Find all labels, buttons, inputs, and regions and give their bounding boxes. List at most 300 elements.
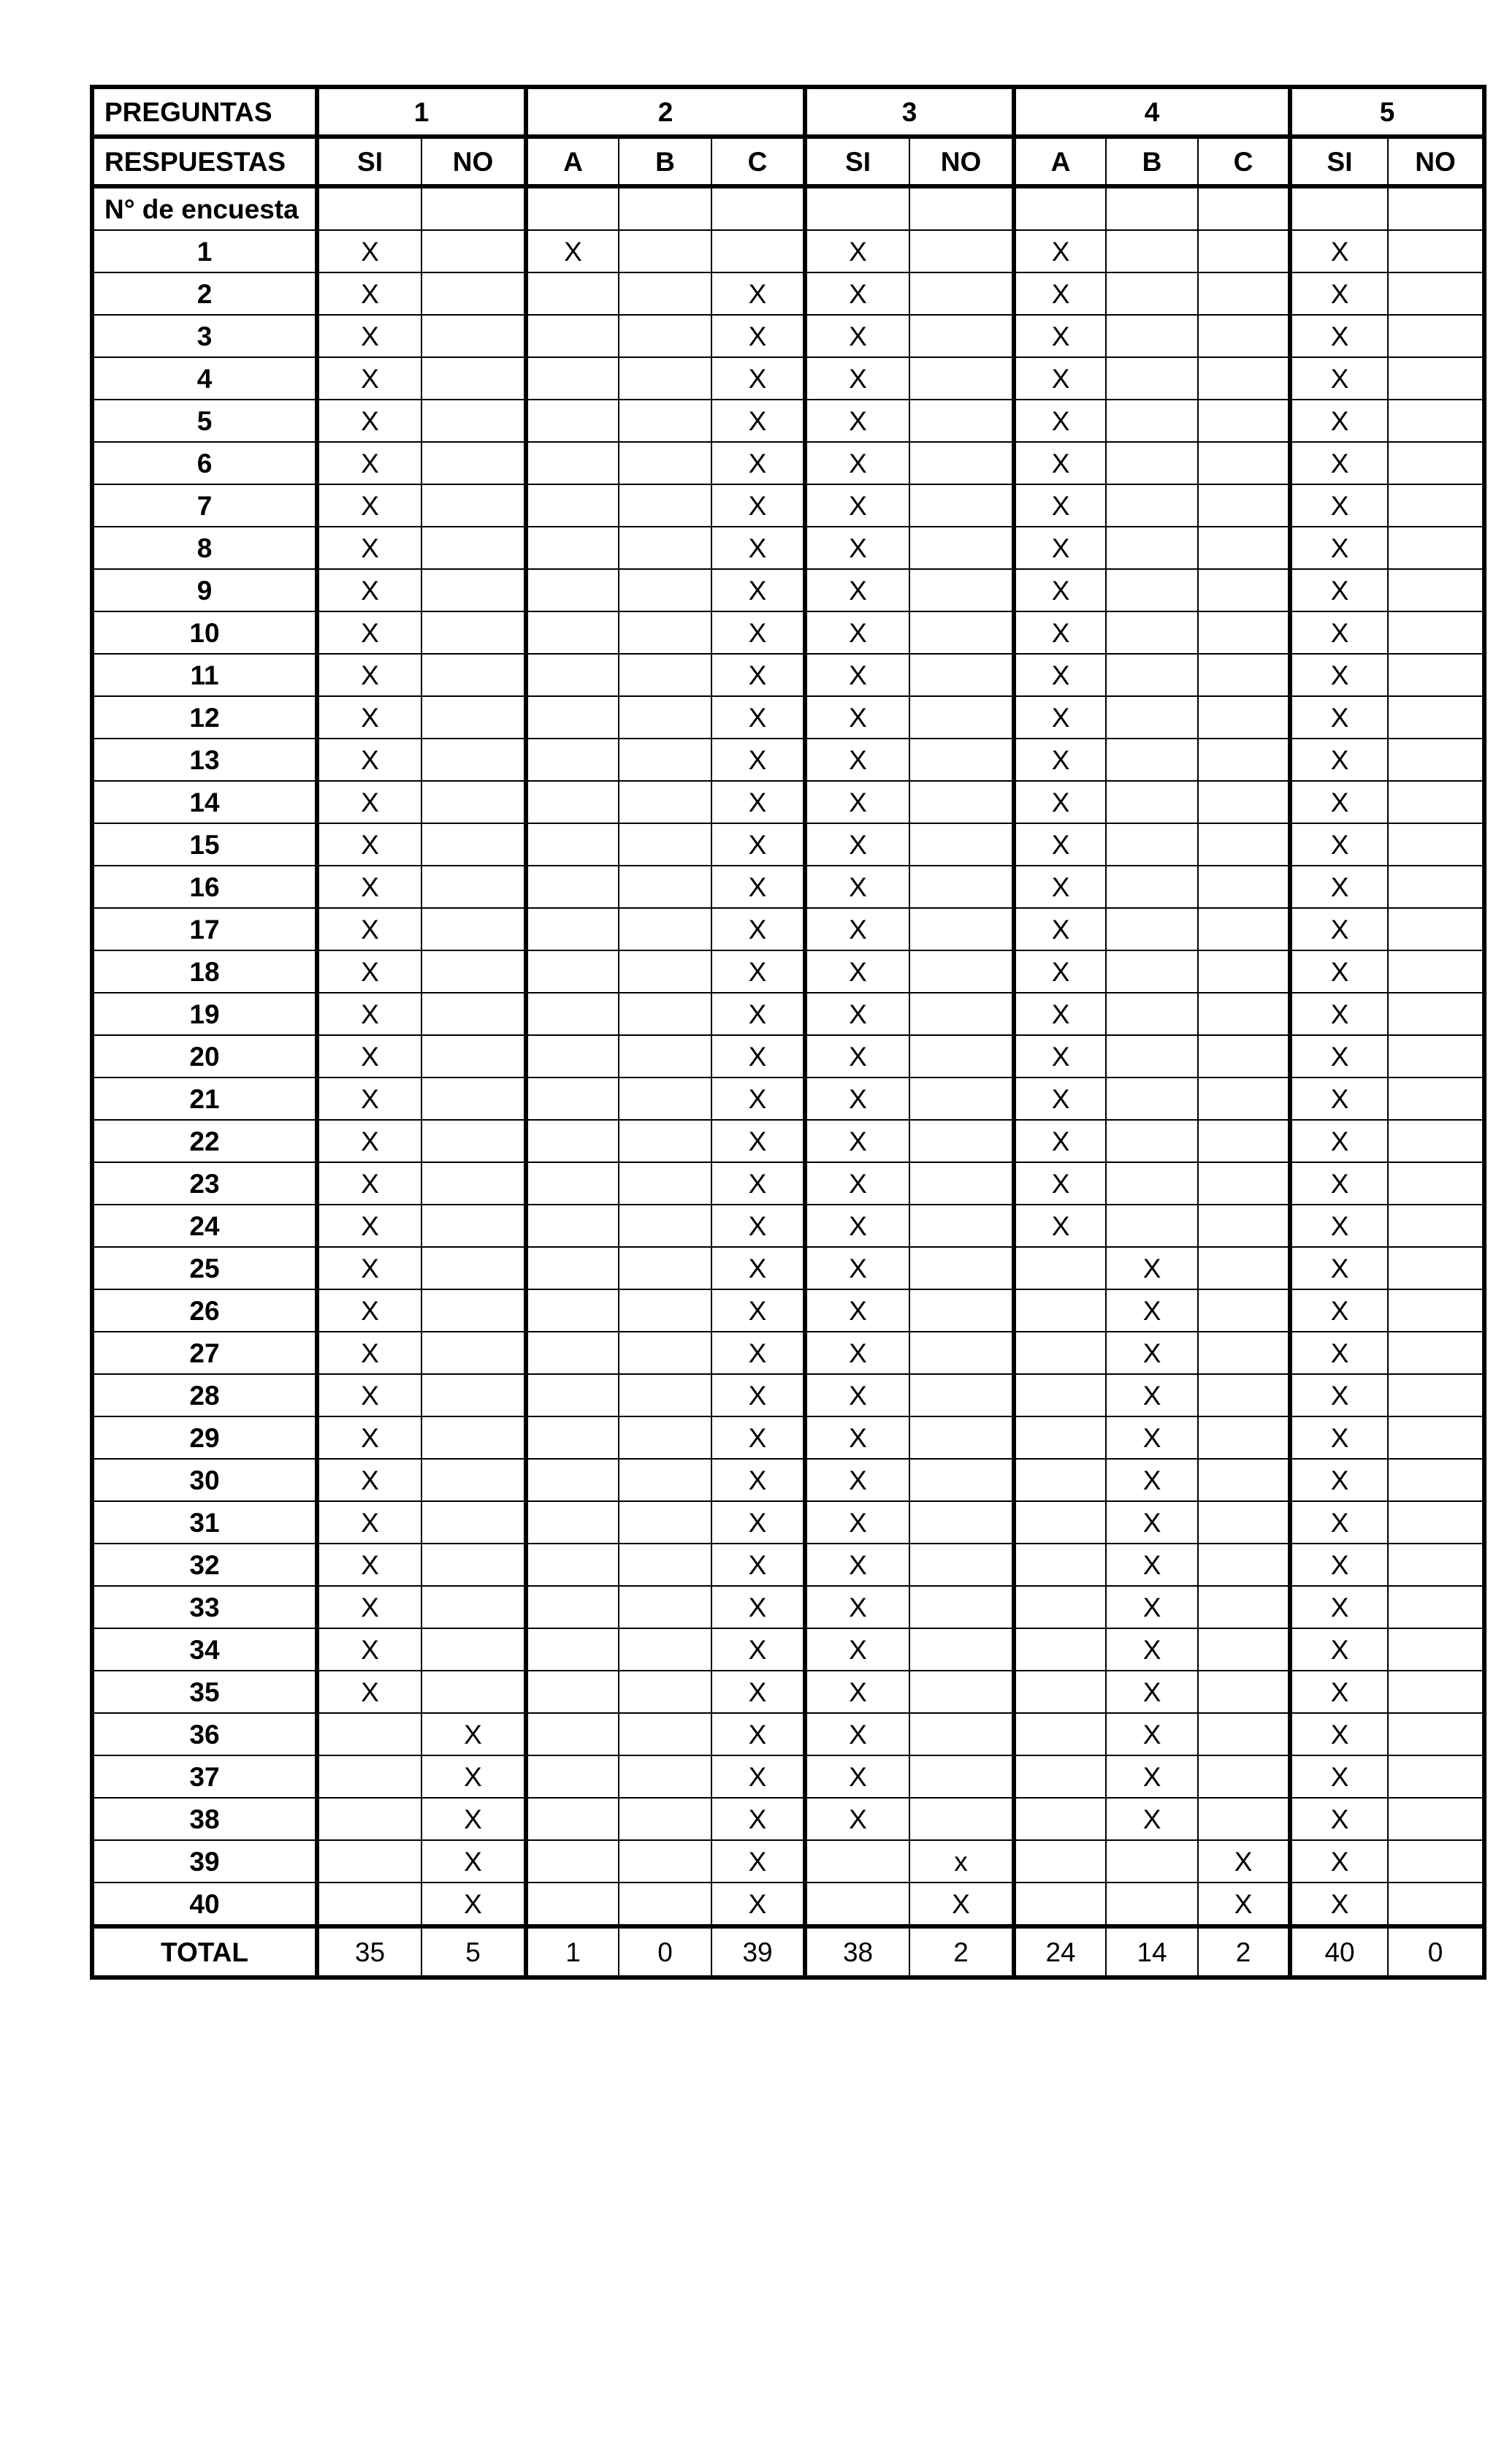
answer-mark: [619, 1713, 711, 1755]
answer-mark: [909, 1586, 1014, 1628]
table-row: [92, 993, 1484, 1035]
survey-number: 27: [92, 1332, 317, 1374]
answer-mark: [711, 230, 805, 272]
survey-number: 34: [92, 1628, 317, 1671]
answer-mark: X: [711, 950, 805, 993]
survey-number: 36: [92, 1713, 317, 1755]
table-row: [92, 823, 1484, 866]
answer-mark: X: [711, 654, 805, 696]
table-row: [92, 1671, 1484, 1713]
answer-mark: [1388, 993, 1484, 1035]
answer-mark: [421, 1247, 526, 1289]
answer-mark: X: [711, 484, 805, 527]
answer-mark: [1014, 1840, 1106, 1883]
answer-mark: X: [317, 230, 421, 272]
answer-mark: X: [421, 1840, 526, 1883]
answer-mark: [1106, 696, 1198, 739]
answer-mark: [619, 781, 711, 823]
answer-mark: [619, 823, 711, 866]
survey-number: 10: [92, 611, 317, 654]
answer-mark: [526, 484, 619, 527]
answer-mark: [1014, 1459, 1106, 1501]
answer-mark: X: [1106, 1416, 1198, 1459]
answer-mark: X: [1290, 400, 1388, 442]
answer-mark: X: [711, 1798, 805, 1840]
answer-mark: [421, 484, 526, 527]
answer-mark: X: [1014, 696, 1106, 739]
answer-mark: [421, 781, 526, 823]
answer-mark: [1106, 527, 1198, 569]
answer-mark: [1198, 1628, 1290, 1671]
answer-mark: [619, 611, 711, 654]
answer-mark: [317, 1798, 421, 1840]
total-value: 38: [805, 1926, 909, 1977]
answer-mark: [526, 1120, 619, 1162]
answer-mark: X: [1106, 1628, 1198, 1671]
empty-cell: [317, 186, 421, 230]
survey-number: 38: [92, 1798, 317, 1840]
table-row: [92, 1035, 1484, 1077]
survey-number: 4: [92, 357, 317, 400]
total-value: 2: [909, 1926, 1014, 1977]
answer-mark: X: [1290, 1798, 1388, 1840]
answer-mark: [1388, 1035, 1484, 1077]
answer-mark: X: [1290, 315, 1388, 357]
answer-option-header: C: [711, 137, 805, 186]
answer-option-header: A: [526, 137, 619, 186]
answer-mark: [526, 442, 619, 484]
answer-mark: X: [711, 442, 805, 484]
table-row: [92, 781, 1484, 823]
survey-number: 11: [92, 654, 317, 696]
answer-mark: [909, 1162, 1014, 1205]
answer-mark: X: [421, 1798, 526, 1840]
answer-mark: [1198, 1544, 1290, 1586]
answer-mark: X: [711, 1501, 805, 1544]
table-row: [92, 908, 1484, 950]
table-row: [92, 357, 1484, 400]
survey-number: 18: [92, 950, 317, 993]
answer-mark: X: [1106, 1332, 1198, 1374]
answer-mark: [1014, 1586, 1106, 1628]
answer-mark: X: [805, 611, 909, 654]
answer-mark: [1198, 1332, 1290, 1374]
answer-mark: [1014, 1628, 1106, 1671]
answer-mark: X: [1290, 823, 1388, 866]
answer-mark: [526, 1586, 619, 1628]
answer-mark: X: [317, 611, 421, 654]
encuesta-label: N° de encuesta: [92, 186, 317, 230]
table-row: [92, 484, 1484, 527]
empty-cell: [711, 186, 805, 230]
answer-mark: [421, 1459, 526, 1501]
answer-mark: [909, 1501, 1014, 1544]
answer-mark: X: [711, 1883, 805, 1926]
answer-mark: [619, 993, 711, 1035]
answer-mark: [619, 696, 711, 739]
answer-mark: X: [1290, 442, 1388, 484]
answer-mark: X: [1290, 739, 1388, 781]
answer-mark: X: [805, 1459, 909, 1501]
answer-mark: X: [1290, 1120, 1388, 1162]
answer-mark: X: [1014, 1162, 1106, 1205]
answer-mark: [909, 1205, 1014, 1247]
answer-mark: [1106, 1840, 1198, 1883]
table-row: [92, 1289, 1484, 1332]
answer-mark: [909, 1374, 1014, 1416]
answer-mark: X: [1290, 1755, 1388, 1798]
respuestas-label: RESPUESTAS: [92, 137, 317, 186]
answer-mark: [1198, 908, 1290, 950]
answer-mark: [1198, 1713, 1290, 1755]
empty-cell: [1388, 186, 1484, 230]
answer-mark: [619, 1077, 711, 1120]
empty-cell: [1198, 186, 1290, 230]
answer-mark: X: [805, 823, 909, 866]
answer-mark: [1388, 400, 1484, 442]
survey-number: 8: [92, 527, 317, 569]
answer-mark: [619, 1289, 711, 1332]
answer-mark: X: [711, 1840, 805, 1883]
answer-mark: X: [317, 272, 421, 315]
answer-mark: [1106, 993, 1198, 1035]
answer-mark: x: [909, 1840, 1014, 1883]
answer-mark: [1198, 484, 1290, 527]
answer-mark: [421, 611, 526, 654]
answer-mark: [526, 1840, 619, 1883]
answer-mark: X: [711, 1544, 805, 1586]
answer-mark: X: [317, 315, 421, 357]
answer-mark: [421, 1205, 526, 1247]
table-row: [92, 1544, 1484, 1586]
answer-mark: [1014, 1544, 1106, 1586]
answer-mark: X: [317, 781, 421, 823]
total-label: TOTAL: [92, 1926, 317, 1977]
answer-mark: X: [711, 315, 805, 357]
answer-mark: [619, 527, 711, 569]
answer-mark: X: [711, 1713, 805, 1755]
answer-mark: [909, 866, 1014, 908]
answer-mark: X: [711, 400, 805, 442]
answer-mark: [421, 1162, 526, 1205]
answer-mark: X: [1290, 1883, 1388, 1926]
table-row: [92, 1883, 1484, 1926]
answer-mark: [421, 1289, 526, 1332]
answer-mark: X: [1014, 993, 1106, 1035]
table-row: [92, 1628, 1484, 1671]
answer-mark: X: [1014, 400, 1106, 442]
survey-number: 12: [92, 696, 317, 739]
answer-mark: [421, 1628, 526, 1671]
answer-mark: [526, 1035, 619, 1077]
answer-mark: [1014, 1798, 1106, 1840]
answer-mark: X: [1014, 442, 1106, 484]
answer-mark: [1388, 315, 1484, 357]
survey-number: 33: [92, 1586, 317, 1628]
total-row: [92, 1926, 1484, 1977]
answer-mark: X: [805, 400, 909, 442]
answer-mark: [1106, 1035, 1198, 1077]
answer-mark: X: [1106, 1247, 1198, 1289]
answer-mark: [526, 1459, 619, 1501]
answer-mark: [526, 696, 619, 739]
table-row: [92, 1332, 1484, 1374]
answer-mark: X: [1014, 950, 1106, 993]
survey-number: 15: [92, 823, 317, 866]
answer-option-header: C: [1198, 137, 1290, 186]
survey-number: 9: [92, 569, 317, 611]
answer-option-header: B: [1106, 137, 1198, 186]
answer-mark: [1014, 1883, 1106, 1926]
answer-mark: [1388, 1416, 1484, 1459]
answer-mark: [909, 823, 1014, 866]
answer-mark: [526, 781, 619, 823]
answer-mark: [421, 1332, 526, 1374]
answer-mark: [526, 823, 619, 866]
answer-mark: X: [805, 484, 909, 527]
answer-mark: [909, 1416, 1014, 1459]
answer-mark: X: [1014, 527, 1106, 569]
answer-mark: X: [711, 1332, 805, 1374]
answer-mark: [1198, 1077, 1290, 1120]
table-row: [92, 1501, 1484, 1544]
answer-mark: X: [317, 1035, 421, 1077]
answer-mark: [1106, 1205, 1198, 1247]
answers-header-row: [92, 137, 1484, 186]
answer-mark: X: [805, 1374, 909, 1416]
answer-mark: X: [317, 823, 421, 866]
answer-mark: [619, 908, 711, 950]
answer-mark: X: [805, 993, 909, 1035]
answer-mark: [526, 993, 619, 1035]
answer-mark: X: [711, 696, 805, 739]
answer-mark: [619, 950, 711, 993]
answer-mark: [909, 781, 1014, 823]
answer-mark: [909, 739, 1014, 781]
answer-mark: X: [805, 230, 909, 272]
answer-mark: [526, 1671, 619, 1713]
answer-mark: X: [711, 866, 805, 908]
answer-mark: [1388, 866, 1484, 908]
answer-mark: X: [805, 442, 909, 484]
answer-option-header: NO: [909, 137, 1014, 186]
answer-mark: [421, 739, 526, 781]
answer-mark: [1388, 357, 1484, 400]
answer-mark: X: [711, 1289, 805, 1332]
answer-mark: [317, 1755, 421, 1798]
answer-mark: X: [1290, 696, 1388, 739]
answer-mark: [526, 1755, 619, 1798]
answer-mark: [909, 400, 1014, 442]
total-value: 39: [711, 1926, 805, 1977]
answer-mark: X: [1014, 484, 1106, 527]
answer-option-header: B: [619, 137, 711, 186]
answer-mark: X: [1290, 527, 1388, 569]
answer-mark: [1388, 654, 1484, 696]
answer-mark: [1106, 357, 1198, 400]
survey-number: 21: [92, 1077, 317, 1120]
answer-mark: [909, 569, 1014, 611]
answer-mark: [421, 1077, 526, 1120]
answer-mark: X: [1198, 1883, 1290, 1926]
answer-mark: X: [1290, 908, 1388, 950]
survey-number-header-row: [92, 186, 1484, 230]
answer-mark: [1388, 1247, 1484, 1289]
answer-mark: [1388, 1459, 1484, 1501]
answer-mark: [909, 1289, 1014, 1332]
answer-mark: X: [1290, 1544, 1388, 1586]
answer-mark: X: [805, 1205, 909, 1247]
empty-cell: [619, 186, 711, 230]
empty-cell: [1106, 186, 1198, 230]
answer-mark: [619, 272, 711, 315]
answer-mark: [526, 1883, 619, 1926]
answer-mark: [1106, 1162, 1198, 1205]
answer-mark: [1388, 1162, 1484, 1205]
answer-mark: [1388, 1374, 1484, 1416]
answer-mark: X: [1014, 739, 1106, 781]
answer-mark: X: [711, 1671, 805, 1713]
answer-mark: [421, 908, 526, 950]
answer-mark: [909, 908, 1014, 950]
answer-mark: [1198, 230, 1290, 272]
survey-number: 29: [92, 1416, 317, 1459]
answer-mark: [526, 1374, 619, 1416]
answer-mark: [421, 1544, 526, 1586]
answer-mark: [909, 611, 1014, 654]
answer-mark: [317, 1883, 421, 1926]
answer-mark: X: [1290, 1671, 1388, 1713]
survey-number: 32: [92, 1544, 317, 1586]
answer-mark: X: [805, 1332, 909, 1374]
answer-mark: X: [1290, 1247, 1388, 1289]
answer-mark: [619, 654, 711, 696]
question-number: 2: [526, 87, 805, 137]
answer-mark: [421, 527, 526, 569]
answer-mark: X: [421, 1713, 526, 1755]
answer-mark: X: [805, 1671, 909, 1713]
preguntas-label: PREGUNTAS: [92, 87, 317, 137]
answer-mark: [909, 315, 1014, 357]
answer-mark: [1014, 1332, 1106, 1374]
survey-number: 28: [92, 1374, 317, 1416]
survey-number: 40: [92, 1883, 317, 1926]
answer-mark: X: [805, 950, 909, 993]
answer-mark: X: [711, 1035, 805, 1077]
answer-mark: [619, 1755, 711, 1798]
answer-mark: X: [805, 527, 909, 569]
answer-mark: [1388, 1840, 1484, 1883]
answer-mark: [1106, 950, 1198, 993]
survey-number: 23: [92, 1162, 317, 1205]
answer-mark: [619, 1798, 711, 1840]
answer-mark: [1198, 1035, 1290, 1077]
question-number: 1: [317, 87, 526, 137]
answer-mark: [1198, 654, 1290, 696]
answer-mark: X: [805, 739, 909, 781]
answer-mark: [909, 950, 1014, 993]
answer-mark: [317, 1840, 421, 1883]
answer-mark: [619, 1247, 711, 1289]
answer-mark: X: [1290, 272, 1388, 315]
answer-mark: X: [1290, 484, 1388, 527]
answer-mark: X: [1014, 569, 1106, 611]
answer-mark: [619, 1501, 711, 1544]
answer-mark: [619, 400, 711, 442]
answer-mark: X: [1198, 1840, 1290, 1883]
answer-mark: [526, 1628, 619, 1671]
answer-mark: [526, 1713, 619, 1755]
answer-mark: [1388, 908, 1484, 950]
total-value: 0: [1388, 1926, 1484, 1977]
answer-mark: X: [1014, 611, 1106, 654]
answer-mark: X: [317, 1501, 421, 1544]
table-row: [92, 866, 1484, 908]
answer-mark: [1388, 1289, 1484, 1332]
answer-mark: X: [317, 1289, 421, 1332]
answer-mark: [619, 739, 711, 781]
table-row: [92, 230, 1484, 272]
answer-mark: [619, 1586, 711, 1628]
survey-number: 25: [92, 1247, 317, 1289]
answer-mark: [526, 1162, 619, 1205]
answer-mark: X: [805, 1544, 909, 1586]
answer-mark: X: [1014, 357, 1106, 400]
answer-mark: [1388, 484, 1484, 527]
answer-mark: X: [805, 1501, 909, 1544]
table-row: [92, 654, 1484, 696]
answer-mark: X: [317, 993, 421, 1035]
answer-mark: [1014, 1247, 1106, 1289]
answer-mark: [1198, 1289, 1290, 1332]
answer-mark: X: [317, 569, 421, 611]
answer-mark: [1198, 950, 1290, 993]
answer-mark: [1106, 315, 1198, 357]
answer-mark: X: [805, 1289, 909, 1332]
answer-mark: [1106, 654, 1198, 696]
total-value: 2: [1198, 1926, 1290, 1977]
answer-mark: [1198, 1755, 1290, 1798]
question-number: 5: [1290, 87, 1484, 137]
answer-mark: [421, 1586, 526, 1628]
answer-mark: [805, 1883, 909, 1926]
answer-mark: X: [317, 484, 421, 527]
answer-mark: X: [1290, 866, 1388, 908]
answer-mark: X: [1290, 654, 1388, 696]
answer-mark: [1106, 611, 1198, 654]
answer-mark: [1198, 569, 1290, 611]
answer-mark: X: [1290, 1586, 1388, 1628]
answer-mark: [1106, 1077, 1198, 1120]
survey-number: 1: [92, 230, 317, 272]
answer-mark: [1388, 1755, 1484, 1798]
answer-mark: [1198, 1459, 1290, 1501]
answer-mark: [1014, 1416, 1106, 1459]
answer-mark: X: [711, 1416, 805, 1459]
survey-number: 19: [92, 993, 317, 1035]
answer-mark: [1388, 611, 1484, 654]
answer-mark: X: [1290, 1501, 1388, 1544]
answer-mark: [421, 1374, 526, 1416]
answer-mark: X: [805, 1077, 909, 1120]
question-number: 4: [1014, 87, 1290, 137]
answer-mark: [909, 696, 1014, 739]
answer-mark: [909, 272, 1014, 315]
answer-mark: [909, 1035, 1014, 1077]
answer-mark: [1014, 1713, 1106, 1755]
answer-mark: X: [1290, 1332, 1388, 1374]
survey-number: 3: [92, 315, 317, 357]
